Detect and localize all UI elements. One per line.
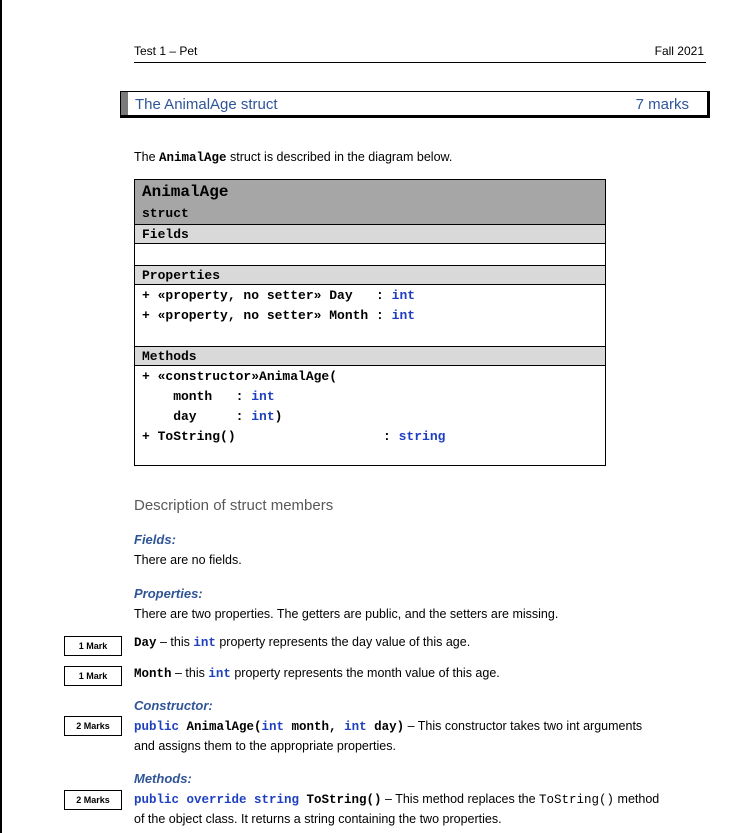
left-margin-rule (0, 0, 2, 833)
constructor-description-line1: public AnimalAge(int month, int day) – This constructor takes two int arguments (134, 719, 643, 734)
mark-badge-day: 1 Mark (64, 636, 122, 656)
properties-text: There are two properties. The getters are public, and the setters are missing. (134, 607, 559, 621)
uml-fields-label: Fields (142, 227, 189, 242)
uml-properties-section (135, 265, 605, 285)
properties-subheading: Properties: (134, 586, 203, 601)
section-accent-bar (121, 92, 128, 115)
section-marks: 7 marks (635, 96, 689, 113)
uml-properties-label: Properties (142, 268, 221, 283)
intro-suffix: struct is described in the diagram below. (226, 150, 453, 164)
uml-method-tostring-return: : string (383, 429, 446, 444)
constructor-description-line2: and assigns them to the appropriate properties. (134, 739, 396, 753)
uml-struct-kind: struct (142, 206, 189, 221)
uml-property-month: + «property, no setter» Month : int (142, 308, 416, 323)
uml-methods-section (135, 346, 605, 366)
property-day-description: Day – this int property represents the day value of this age. (134, 635, 471, 650)
section-title: The AnimalAge struct (135, 96, 278, 113)
tostring-description-line2: of the object class. It returns a string containing the two properties. (134, 812, 502, 826)
header-term: Fall 2021 (654, 44, 704, 58)
property-month-description: Month – this int property represents the month value of this age. (134, 666, 500, 681)
fields-subheading: Fields: (134, 532, 176, 547)
uml-method-tostring: + ToString() (142, 429, 236, 444)
intro-struct-name: AnimalAge (159, 151, 227, 165)
uml-struct-name: AnimalAge (142, 183, 229, 201)
fields-text: There are no fields. (134, 553, 242, 567)
tostring-description-line1: public override string ToString() – This method replaces the ToString() method (134, 792, 660, 807)
uml-constructor: + «constructor»AnimalAge( (142, 369, 338, 384)
methods-subheading: Methods: (134, 771, 192, 786)
section-heading-box (120, 91, 710, 118)
header-title: Test 1 – Pet (134, 44, 198, 58)
uml-methods-label: Methods (142, 349, 197, 364)
constructor-subheading: Constructor: (134, 698, 213, 713)
intro-paragraph (134, 150, 452, 165)
page-header (134, 42, 706, 63)
intro-prefix: The (134, 150, 160, 164)
uml-property-day: + «property, no setter» Day : int (142, 288, 416, 303)
uml-param-day: day : int) (142, 409, 283, 424)
uml-param-month: month : int (142, 389, 275, 404)
mark-badge-month: 1 Mark (64, 666, 122, 686)
uml-fields-section (135, 224, 605, 244)
mark-badge-tostring: 2 Marks (64, 790, 122, 810)
uml-diagram (134, 179, 606, 466)
uml-header (135, 180, 605, 225)
description-heading: Description of struct members (134, 497, 334, 514)
mark-badge-constructor: 2 Marks (64, 716, 122, 736)
